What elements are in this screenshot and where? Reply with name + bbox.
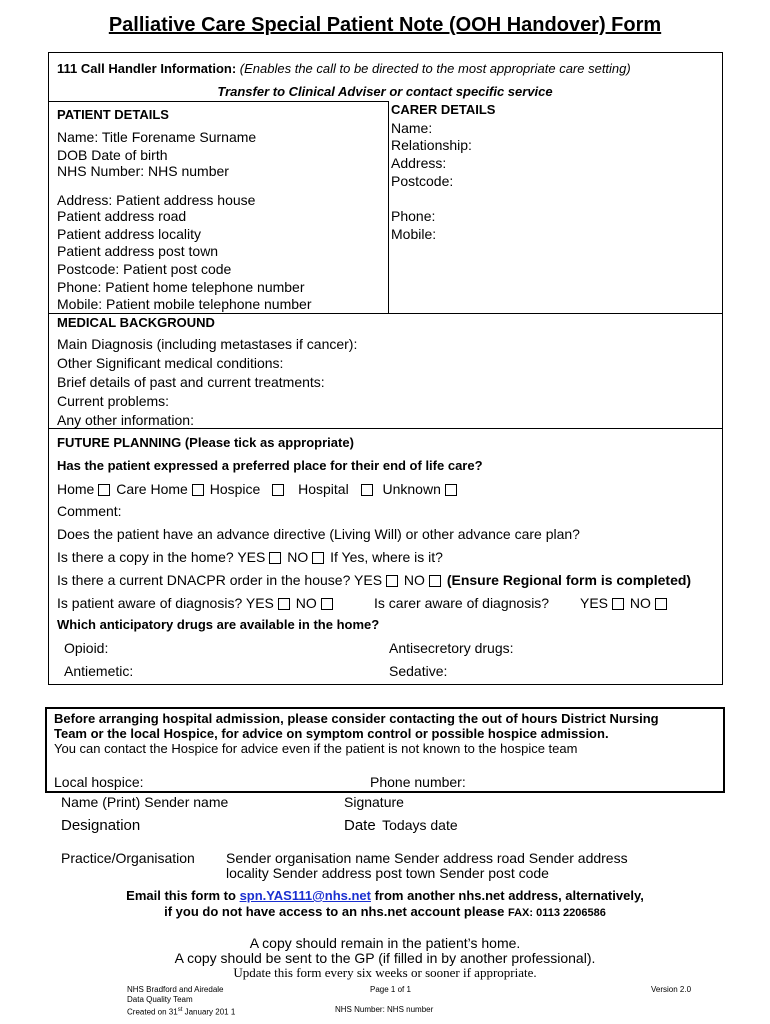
copy-yes-checkbox[interactable] <box>269 552 281 564</box>
signature-label: Signature <box>344 794 404 810</box>
patient-name: Name: Title Forename Surname <box>57 129 257 145</box>
preferred-place-question: Has the patient expressed a preferred place for their end of life care? <box>57 458 483 473</box>
footer-version: Version 2.0 <box>651 985 692 994</box>
dnacpr-note: (Ensure Regional form is completed) <box>446 572 692 588</box>
place-hospital-label: Hospital <box>298 481 349 497</box>
admission-advice-line3: You can contact the Hospice for advice even if the patient is not known to the hospice team <box>54 741 578 756</box>
call-handler-label: 111 Call Handler Information: <box>57 61 237 76</box>
sender-name: Name (Print) Sender name <box>61 794 229 810</box>
email-instruction-line2 <box>0 904 770 919</box>
footer-org1: NHS Bradford and Airedale <box>127 985 224 994</box>
patient-dob: DOB Date of birth <box>57 147 168 163</box>
copy-gp-note: A copy should be sent to the GP (if filled in by another professional). <box>174 950 596 966</box>
dnacpr-no-label: NO <box>403 572 425 588</box>
fax-number: FAX: 0113 2206586 <box>508 907 606 919</box>
carer-name: Name: <box>391 120 433 136</box>
carer-address: Address: <box>391 155 447 171</box>
divider-patient-top <box>48 101 389 102</box>
footer-created-sup: st <box>177 1007 183 1013</box>
other-conditions: Other Significant medical conditions: <box>57 355 284 371</box>
patient-address-town: Patient address post town <box>57 243 219 259</box>
call-handler-note: (Enables the call to be directed to the most appropriate care setting) <box>239 61 631 76</box>
transfer-instruction: Transfer to Clinical Adviser or contact specific service <box>217 84 553 99</box>
patient-aware-row <box>57 595 335 611</box>
hospice-phone-label: Phone number: <box>370 774 466 790</box>
admission-advice-line1 <box>54 711 659 726</box>
patient-address-road: Patient address road <box>57 208 187 224</box>
update-note: Update this form every six weeks or sooner if appropriate. <box>233 965 537 980</box>
carer-relationship: Relationship: <box>391 137 472 153</box>
footer-nhs-number: NHS Number: NHS number <box>335 1005 434 1014</box>
copy-where-question: If Yes, where is it? <box>330 549 443 565</box>
patient-phone: Phone: Patient home telephone number <box>57 279 305 295</box>
copy-no-label: NO <box>287 549 309 565</box>
place-care-home-checkbox[interactable] <box>192 484 204 496</box>
place-unknown-checkbox[interactable] <box>445 484 457 496</box>
email-instruction-line1 <box>0 888 770 903</box>
anticipatory-drugs-question: Which anticipatory drugs are available in the home? <box>57 617 380 632</box>
copy-no-checkbox[interactable] <box>312 552 324 564</box>
advance-directive-question: Does the patient have an advance directive (Living Will) or other advance care plan? <box>57 526 580 542</box>
copy-yes-label: YES <box>237 549 266 565</box>
comment-label: Comment: <box>57 503 122 519</box>
patient-address: Address: Patient address house <box>57 192 256 208</box>
email-link[interactable]: spn.YAS111@nhs.net <box>239 888 371 903</box>
patient-address-locality: Patient address locality <box>57 226 201 242</box>
footer-page-number: Page 1 of 1 <box>370 985 411 994</box>
divider-patient-carer <box>388 101 389 313</box>
email-line2: if you do not have access to an nhs.net account please <box>164 904 508 919</box>
copy-in-home-row <box>57 549 443 565</box>
place-home-label: Home <box>57 481 95 497</box>
dnacpr-yes-label: YES <box>354 572 383 588</box>
patient-aware-no-checkbox[interactable] <box>321 598 333 610</box>
date-label: Date <box>344 817 376 834</box>
carer-mobile: Mobile: <box>391 226 437 242</box>
place-home-checkbox[interactable] <box>98 484 110 496</box>
patient-aware-yes-label: YES <box>245 595 274 611</box>
past-current-treatments: Brief details of past and current treatments: <box>57 374 325 390</box>
practice-label: Practice/Organisation <box>61 850 195 866</box>
date-value: Todays date <box>382 817 458 833</box>
date-row <box>344 817 458 835</box>
carer-aware-no-checkbox[interactable] <box>655 598 667 610</box>
antiemetic-label: Antiemetic: <box>64 663 134 679</box>
patient-aware-yes-checkbox[interactable] <box>278 598 290 610</box>
dnacpr-yes-checkbox[interactable] <box>386 575 398 587</box>
carer-details-heading: CARER DETAILS <box>391 102 496 117</box>
carer-aware-yes-label: YES <box>580 595 609 611</box>
patient-postcode: Postcode: Patient post code <box>57 261 232 277</box>
preferred-place-options <box>57 481 459 497</box>
email-post: from another nhs.net address, alternatively, <box>370 888 644 903</box>
form-title: Palliative Care Special Patient Note (OOH Handover) Form <box>108 14 662 36</box>
divider-medical-top <box>48 313 723 314</box>
patient-details-heading: PATIENT DETAILS <box>57 107 169 122</box>
admission-advice-line2: Team or the local Hospice, for advice on symptom control or possible hospice admission. <box>54 726 609 741</box>
dnacpr-row <box>57 572 691 588</box>
admission-advice-rest: , please consider contacting the out of hours District Nursing <box>280 711 659 726</box>
copy-home-note: A copy should remain in the patient’s home. <box>249 935 521 951</box>
carer-aware-options <box>580 595 669 611</box>
carer-aware-question: Is carer aware of diagnosis? <box>374 595 550 611</box>
organisation-line2: locality Sender address post town Sender post code <box>226 865 549 881</box>
place-care-home-label: Care Home <box>116 481 188 497</box>
copy-in-home-question: Is there a copy in the home? <box>57 549 234 565</box>
patient-mobile: Mobile: Patient mobile telephone number <box>57 296 312 312</box>
other-information: Any other information: <box>57 412 194 428</box>
call-handler-info <box>57 61 631 76</box>
place-hospital-checkbox[interactable] <box>361 484 373 496</box>
carer-aware-yes-checkbox[interactable] <box>612 598 624 610</box>
carer-postcode: Postcode: <box>391 173 454 189</box>
current-problems: Current problems: <box>57 393 170 409</box>
patient-nhs-number: NHS Number: NHS number <box>57 163 229 179</box>
footer-created-post: January 201 1 <box>182 1007 236 1017</box>
email-pre: Email this form to <box>126 888 240 903</box>
main-diagnosis: Main Diagnosis (including metastases if cancer): <box>57 336 358 352</box>
place-hospice-checkbox[interactable] <box>272 484 284 496</box>
carer-aware-no-label: NO <box>629 595 651 611</box>
patient-aware-no-label: NO <box>295 595 317 611</box>
carer-phone: Phone: <box>391 208 436 224</box>
designation-label: Designation <box>61 817 141 834</box>
footer-created <box>127 1005 235 1018</box>
footer-org2: Data Quality Team <box>127 995 193 1004</box>
medical-background-heading: MEDICAL BACKGROUND <box>57 315 215 330</box>
opioid-label: Opioid: <box>64 640 109 656</box>
patient-aware-question: Is patient aware of diagnosis? <box>57 595 243 611</box>
footer-created-pre: Created on 31 <box>127 1007 178 1017</box>
place-unknown-label: Unknown <box>382 481 441 497</box>
sedative-label: Sedative: <box>389 663 448 679</box>
local-hospice-label: Local hospice: <box>54 774 144 790</box>
dnacpr-no-checkbox[interactable] <box>429 575 441 587</box>
dnacpr-question: Is there a current DNACPR order in the house? <box>57 572 351 588</box>
antisecretory-label: Antisecretory drugs: <box>389 640 514 656</box>
future-planning-heading: FUTURE PLANNING (Please tick as appropriate) <box>57 435 354 450</box>
divider-future-top <box>48 428 723 429</box>
admission-advice-lead: Before arranging hospital admission <box>54 711 281 726</box>
organisation-line1: Sender organisation name Sender address road Sender address <box>226 850 628 866</box>
place-hospice-label: Hospice <box>209 481 261 497</box>
